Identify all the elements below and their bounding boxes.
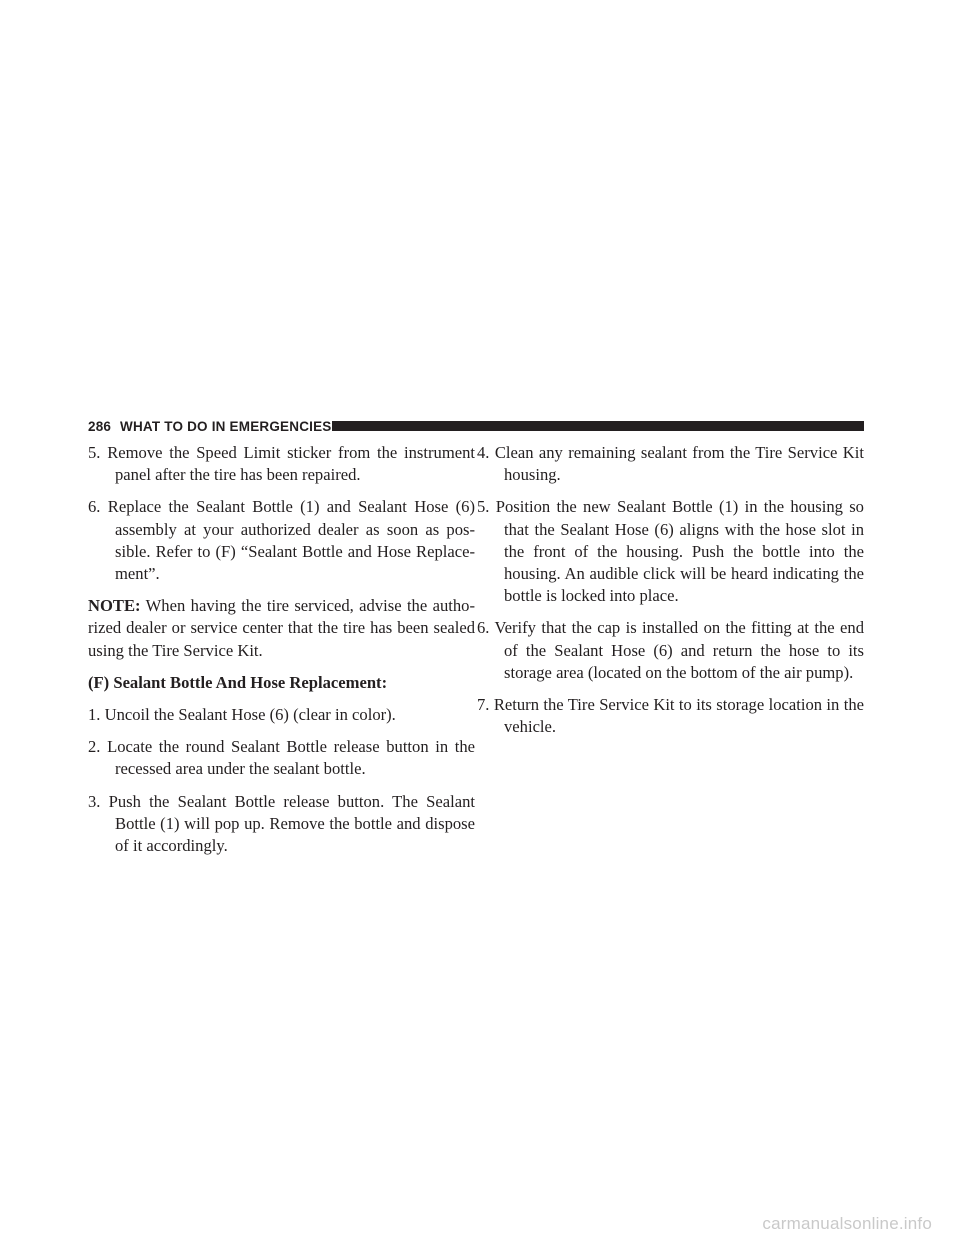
page-number: 286 [88,419,112,434]
step-number: 4. [477,443,490,462]
list-item-6 [88,496,475,585]
step-6 [477,617,864,684]
step-4 [477,442,864,486]
step-number: 2. [88,737,101,757]
site-watermark: carmanualsonline.info [762,1214,932,1233]
step-2 [88,736,475,780]
step-text: Push the Sealant Bottle release button. The Sealant Bottle (1) will pop up. Remove the bottle and dispose of it accordingly. [108,791,475,856]
step-number: 7. [477,695,490,715]
step-5 [477,496,864,607]
step-text: Return the Tire Service Kit to its storage location in the vehicle. [493,695,864,737]
step-7 [477,694,864,738]
note-text: When having the tire serviced, advise the autho-rized dealer or service center that the tire has been sealed using the Tire Service Kit. [88,596,475,660]
section-title: WHAT TO DO IN EMERGENCIES [120,419,332,434]
item-number: 6. [88,497,101,517]
list-item-5 [88,442,475,486]
step-number: 3. [88,791,101,811]
step-text: Verify that the cap is installed on the fitting at the end of the Sealant Hose (6) and return the hose to its storage area (located on the bottom of the air pump). [494,618,864,682]
left-column [88,442,475,867]
step-1 [88,704,475,726]
item-number: 5. [88,443,101,462]
page-header [88,419,864,435]
step-number: 1. [88,705,101,725]
right-column [477,442,864,748]
step-text: Uncoil the Sealant Hose (6) (clear in color). [104,705,396,725]
step-text: Position the new Sealant Bottle (1) in the housing so that the Sealant Hose (6) aligns with the hose slot in the front of the housing. Push the bottle into the housing. An audible click will be heard indicating the bottle is locked into place. [495,497,864,606]
step-number: 5. [477,497,490,517]
step-number: 6. [477,618,490,638]
note-label: NOTE: [88,596,141,616]
item-text: Replace the Sealant Bottle (1) and Sealant Hose (6) assembly at your authorized dealer as soon as pos-sible. Refer to (F) “Sealant Bottle and Hose Replace-ment”. [107,497,475,584]
step-text: Clean any remaining sealant from the Tire Service Kit housing. [494,443,864,485]
step-3 [88,791,475,858]
step-text: Locate the round Sealant Bottle release button in the recessed area under the sealant bottle. [107,737,476,779]
subheading: (F) Sealant Bottle And Hose Replacement: [88,672,388,692]
note-paragraph [88,595,475,662]
header-rule [332,421,864,431]
item-text: Remove the Speed Limit sticker from the instrument panel after the tire has been repaired. [107,443,475,485]
